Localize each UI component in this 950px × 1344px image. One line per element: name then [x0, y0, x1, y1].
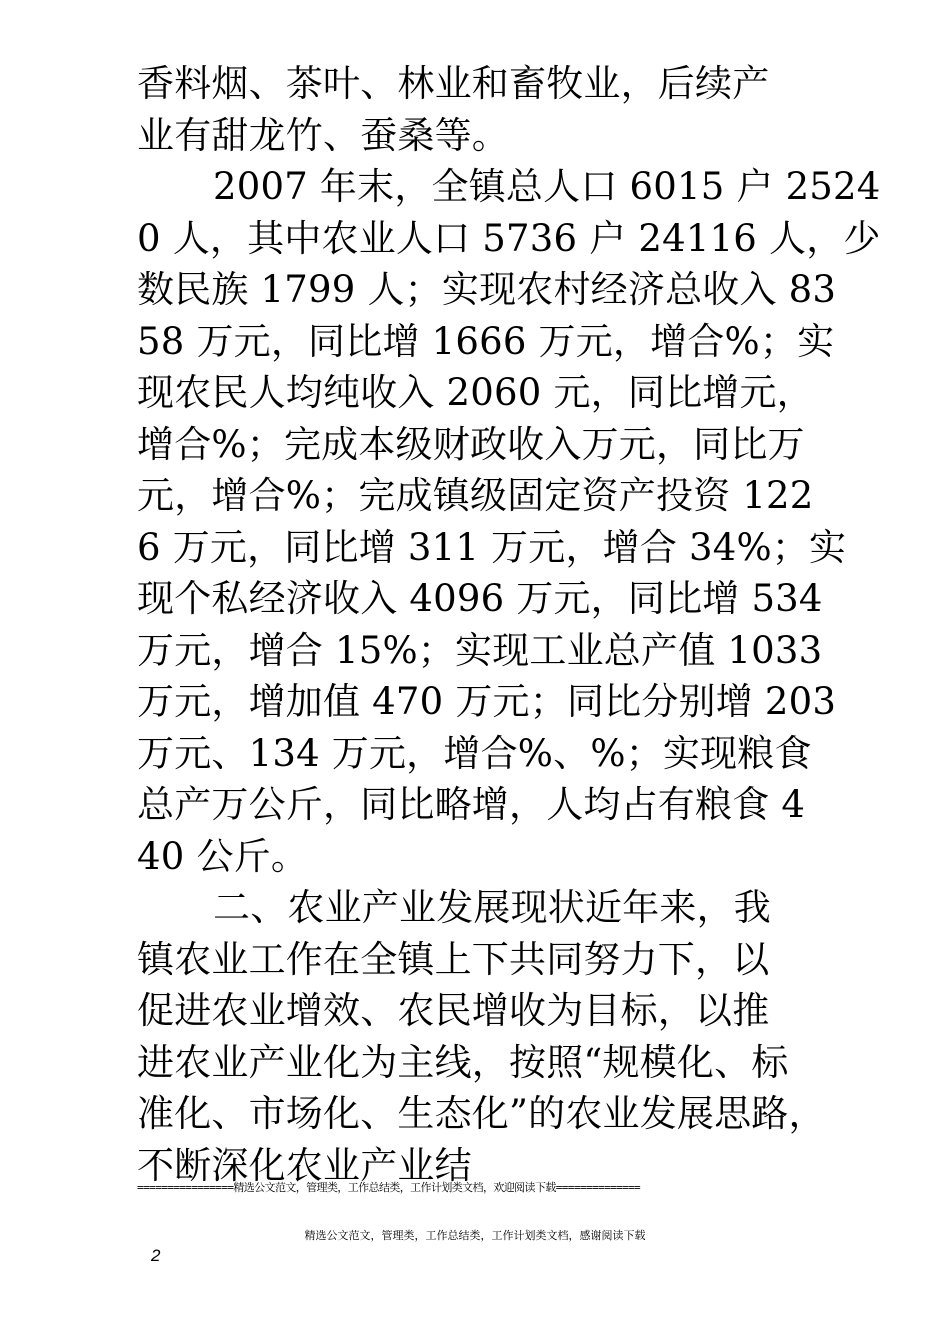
- section-heading-line: 二、农业产业发展现状近年来，我: [213, 886, 771, 929]
- text-line: 6 万元，同比增 311 万元，增合 34%；实: [137, 525, 847, 569]
- text-line: 数民族 1799 人；实现农村经济总收入 83: [137, 268, 837, 311]
- text-line: 镇农业工作在全镇上下共同努力下，以: [137, 937, 770, 981]
- text-line: 促进农业增效、农民增收为目标，以推: [137, 989, 770, 1032]
- text-line: 万元、134 万元，增合%、%；实现粮食: [137, 731, 812, 775]
- text-line: 现农民人均纯收入 2060 元，同比增元，: [137, 371, 814, 414]
- footer-banner: ================精选公文范文，管理类，工作总结类，工作计划类文档，欢迎阅读下载==============: [137, 1181, 641, 1194]
- page-number: 2: [151, 1246, 161, 1265]
- footer-note: 精选公文范文，管理类，工作总结类，工作计划类文档，感谢阅读下载: [304, 1229, 646, 1242]
- text-line: 增合%；完成本级财政收入万元，同比万: [137, 422, 805, 466]
- text-line: 0 人，其中农业人口 5736 户 24116 人，少: [137, 216, 881, 260]
- text-line: 总产万公斤，同比略增，人均占有粮食 4: [137, 783, 806, 826]
- text-line: 元，增合%；完成镇级固定资产投资 122: [137, 474, 814, 517]
- text-line: 40 公斤。: [137, 834, 309, 878]
- body-text: [137, 58, 881, 1191]
- text-line: 现个私经济收入 4096 万元，同比增 534: [137, 577, 823, 620]
- text-line: 准化、市场化、生态化”的农业发展思路，: [137, 1092, 826, 1135]
- text-line: 进农业产业化为主线，按照“规模化、标: [137, 1040, 789, 1084]
- text-line: 万元，增合 15%；实现工业总产值 1033: [137, 628, 823, 672]
- text-line: 58 万元，同比增 1666 万元，增合%；实: [137, 319, 835, 363]
- text-line: 万元，增加值 470 万元；同比分别增 203: [137, 680, 837, 723]
- text-line: 不断深化农业产业结: [137, 1143, 472, 1187]
- text-line: 业有甜龙竹、蚕桑等。: [137, 113, 509, 157]
- paragraph-start-line: 2007 年末，全镇总人口 6015 户 2524: [213, 165, 881, 208]
- text-line: 香料烟、茶叶、林业和畜牧业，后续产: [137, 62, 770, 105]
